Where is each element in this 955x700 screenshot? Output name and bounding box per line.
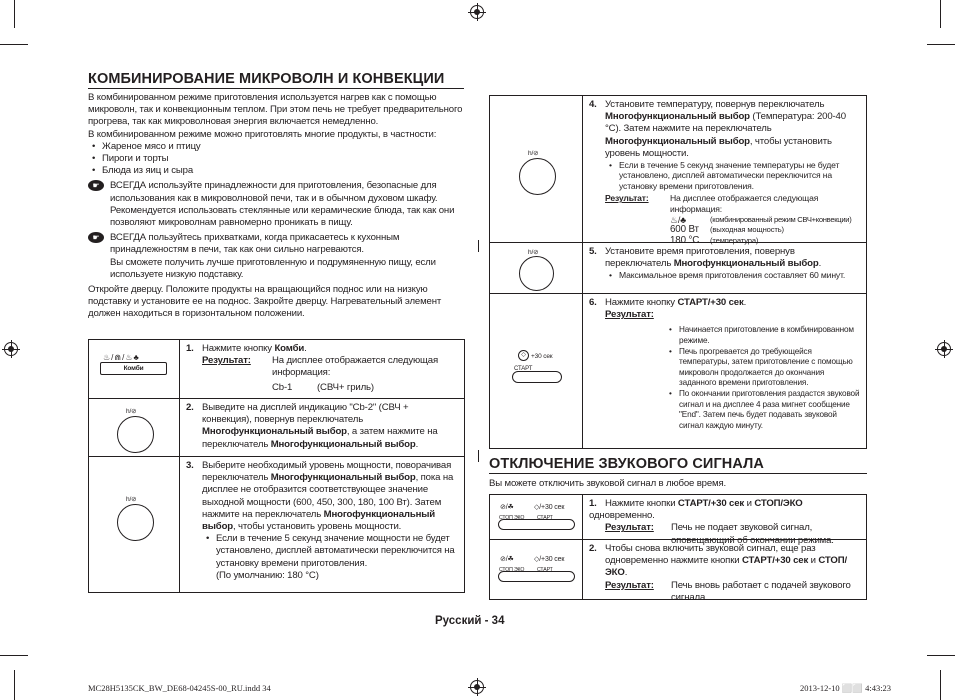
result-text: Печь не подает звуковой сигнал, оповещающий об окончании режима. <box>671 522 834 546</box>
dial-label: h/⊘ <box>126 496 137 503</box>
crop-mark <box>940 670 941 700</box>
registration-mark-bottom <box>470 680 484 694</box>
list-item: • Максимальное время приготовления составляет 60 минут. <box>605 270 860 280</box>
column-marker <box>478 450 479 462</box>
start-label: СТАРТ <box>537 515 553 521</box>
display-code: Cb-1 <box>272 381 293 393</box>
sound-step-1-text: 1. Нажмите кнопки СТАРТ/+30 сек и СТОП/ЭКО одновременно. Результат: Печь не подает звуковой сигнал, оповещающий об окончании режима. <box>583 495 866 539</box>
start-icon: ◇/+30 сек <box>534 556 565 563</box>
stop-eco-icons: ⊘/☘ <box>500 556 514 563</box>
step-2-text: 2. Выведите на дисплей индикацию "Cb-2" (СВЧ + конвекция), повернув переключатель Многофункциональный выбор, а затем нажмите на переключатель Многофункциональный выбор. <box>186 402 438 450</box>
control-buttons <box>498 519 575 530</box>
multi-function-dial <box>117 416 154 453</box>
result-text: На дисплее отображается следующая информация: <box>272 355 439 379</box>
crop-mark <box>0 655 28 656</box>
result-label: Результат: <box>605 309 654 321</box>
result-text: На дисплее отображается следующая информация: <box>670 193 819 214</box>
multi-function-dial <box>117 504 154 541</box>
combi-button-illustration <box>89 340 180 398</box>
multi-function-dial <box>519 256 554 291</box>
crop-mark <box>14 670 15 700</box>
stop-eco-label: СТОП ЭКО <box>499 515 525 521</box>
result-label: Результат: <box>605 579 654 591</box>
note-text: ВСЕГДА используйте принадлежности для приготовления, безопасные для использования как в микроволновой печи, так и в обычном духовом шкафу. Рекомендуется использовать стеклянные или керамические блюда, так как они позволяют микроволнам равномерно проникать в пищу. <box>110 180 455 229</box>
control-buttons <box>498 571 575 582</box>
sound-intro: Вы можете отключить звуковой сигнал в любое время. <box>489 478 727 489</box>
intro-paragraph-2: В комбинированном режиме можно приготовлять многие продукты, в частности: <box>88 128 437 140</box>
start-label: СТАРТ <box>537 567 553 573</box>
list-item: • По окончании приготовления раздастся звуковой сигнал и на дисплее 4 раза мигнет сообщение "End". Затем печь будет подавать звуковой сигнал каждую минуту. <box>665 389 860 431</box>
start-icon: ◇ <box>518 350 529 361</box>
step-1-text: 1. Нажмите кнопку Комби. Результат: На дисплее отображается следующая информация: Cb-1 (СВЧ+ гриль) <box>180 340 464 398</box>
step-6 <box>490 294 866 448</box>
list-item: • Блюда из яиц и сыра <box>88 165 466 177</box>
start-icon: ◇/+30 сек <box>534 504 565 511</box>
steps-table-left <box>88 339 465 593</box>
dial-label: h/⊘ <box>126 408 137 415</box>
sound-step-2 <box>490 540 866 603</box>
step-4-text: 4. Установите температуру, повернув переключатель Многофункциональный выбор (Температура: 200-40 °C). Затем нажмите на переключатель Многофункциональный выбор, чтобы установить уровень мощности. • Если в течение 5 секунд значение температуры не будет установлено, дисплей автоматически переключится на установку времени приготовления. Результат: На дисплее отображается следующая информация: ♨/♣ (комбинированный режим СВЧ+конвекции) 600 Вт (выходная мощность) 180 °C (температура) <box>583 96 866 242</box>
plus-30-label: +30 сек <box>531 353 553 360</box>
dial-illustration <box>490 96 583 242</box>
dial-label: h/⊘ <box>528 249 539 256</box>
note-text: ВСЕГДА пользуйтесь прихватками, когда прикасаетесь к кухонным принадлежностям в печи, так как они сильно нагреваются. <box>110 232 400 256</box>
list-item: • Жареное мясо и птицу <box>88 141 466 153</box>
crop-mark <box>0 44 28 45</box>
dial-label: h/⊘ <box>528 150 539 157</box>
pointing-hand-icon: ☛ <box>88 180 104 191</box>
step-2 <box>89 399 464 457</box>
left-intro <box>88 92 466 321</box>
display-row: 600 Вт (выходная мощность) <box>670 224 784 236</box>
title-underline <box>489 473 867 474</box>
result-text: Печь вновь работает с подачей звукового сигнала. <box>671 579 851 603</box>
crop-mark <box>940 0 941 28</box>
page-number: Русский - 34 <box>435 615 505 627</box>
steps-table-right <box>489 95 867 449</box>
registration-mark-left <box>4 342 18 356</box>
sound-steps-table <box>489 494 867 603</box>
column-marker <box>478 240 479 252</box>
result-label: Результат: <box>605 193 649 204</box>
display-code-desc: (СВЧ+ гриль) <box>317 381 374 393</box>
pointing-hand-icon: ☛ <box>88 232 104 243</box>
multi-function-dial <box>519 158 556 195</box>
stop-eco-label: СТОП ЭКО <box>499 567 525 573</box>
list-item: • Печь прогревается до требующейся температуры, затем приготовление с помощью микроволн продолжается до окончания заданного времени приготовления. <box>665 347 860 389</box>
step-5 <box>490 243 866 294</box>
registration-mark-top <box>470 5 484 19</box>
start-label: СТАРТ <box>514 366 533 372</box>
start-button <box>512 371 562 383</box>
note-oven-gloves <box>88 232 466 281</box>
combi-mode-icons: ♨/⋒/♨♣ <box>103 353 140 362</box>
section-title-sound: ОТКЛЮЧЕНИЕ ЗВУКОВОГО СИГНАЛА <box>489 456 764 472</box>
crop-mark <box>14 0 15 28</box>
result-label: Результат: <box>202 355 251 367</box>
footer-file-info: MC28H5135CK_BW_DE68-04245S-00_RU.indd 34 <box>88 683 271 693</box>
footer-timestamp: 2013-12-10 ⬜⬜ 4:43:23 <box>800 683 892 693</box>
intro-paragraph-1: В комбинированном режиме приготовления используется нагрев как с помощью микроволн, так и конвекционным теплом. При этом печь не требует предварительного прогрева, так как микроволновая энергия включается немедленно. <box>88 92 463 128</box>
step-6-text: 6. Нажмите кнопку СТАРТ/+30 сек. Результат: • Начинается приготовление в комбинированном режиме. • Печь прогревается до требующейся температуры, затем приготовление с помощью микроволн продолжается до окончания заданного времени приготовления. • По окончании приготовления раздастся звуковой сигнал и на дисплее 4 раза мигнет сообщение "End". Затем печь будет подавать звуковой сигнал каждую минуту. <box>583 294 866 448</box>
instruction-paragraph: Откройте дверцу. Положите продукты на вращающийся поднос или на низкую подставку и установите ее на поднос. Закройте дверцу. Нагревательный элемент должен находиться в горизонтальном положении. <box>88 284 442 320</box>
list-item: • Начинается приготовление в комбинированном режиме. <box>665 325 860 346</box>
list-item: • Если в течение 5 секунд значение температуры не будет установлено, дисплей автоматически переключится на установку времени приготовления. <box>605 160 860 191</box>
note-text: Вы сможете получить лучше приготовленную и подрумяненную пищу, если используете низкую подставку. <box>110 256 436 280</box>
registration-mark-right <box>937 342 951 356</box>
crop-mark <box>927 44 955 45</box>
list-item: • Если в течение 5 секунд значение мощности не будет установлено, дисплей автоматически переключится на установку времени приготовления. <box>202 533 458 570</box>
dial-illustration <box>490 243 583 293</box>
stop-start-illustration <box>490 495 583 539</box>
crop-mark <box>927 655 955 656</box>
step-1 <box>89 340 464 399</box>
display-row: ♨/♣ (комбинированный режим СВЧ+конвекции) <box>670 215 852 226</box>
default-value: (По умолчанию: 180 °C) <box>216 569 319 581</box>
section-title-combi: КОМБИНИРОВАНИЕ МИКРОВОЛН И КОНВЕКЦИИ <box>88 71 445 87</box>
step-4 <box>490 96 866 246</box>
step-3-text: 3. Выберите необходимый уровень мощности, поворачивая переключатель Многофункциональный выбор, пока на дисплее не отобразится соответствующее значение выходной мощности (600, 450, 300, 180, 100 Вт). Затем нажмите на переключатель Многофункциональный выбор, чтобы установить уровень мощности. • Если в течение 5 секунд значение мощности не будет установлено, дисплей автоматически переключится на установку времени приготовления. (По умолчанию: 180 °C) <box>180 457 464 592</box>
display-row: 180 °C (температура) <box>670 234 759 246</box>
stop-eco-icons: ⊘/☘ <box>500 504 514 511</box>
note-accessories <box>88 180 466 229</box>
stop-start-illustration <box>490 540 583 599</box>
result-label: Результат: <box>605 522 654 534</box>
combi-button: Комби <box>100 362 167 375</box>
dial-illustration <box>89 399 180 456</box>
sound-step-2-text: 2. Чтобы снова включить звуковой сигнал, еще раз одновременно нажмите кнопки СТАРТ/+30 сек и СТОП/ЭКО. Результат: Печь вновь работает с подачей звукового сигнала. <box>583 540 866 599</box>
step-5-text: 5. Установите время приготовления, повернув переключатель Многофункциональный выбор. • Максимальное время приготовления составляет 60 минут. <box>583 243 866 293</box>
sound-step-1 <box>490 495 866 546</box>
dial-illustration <box>89 457 180 592</box>
start-button-illustration <box>490 294 583 448</box>
list-item: • Пироги и торты <box>88 153 466 165</box>
title-underline <box>88 88 464 89</box>
combi-mode-icon: ♨/♣ <box>670 215 687 226</box>
step-3 <box>89 457 464 592</box>
